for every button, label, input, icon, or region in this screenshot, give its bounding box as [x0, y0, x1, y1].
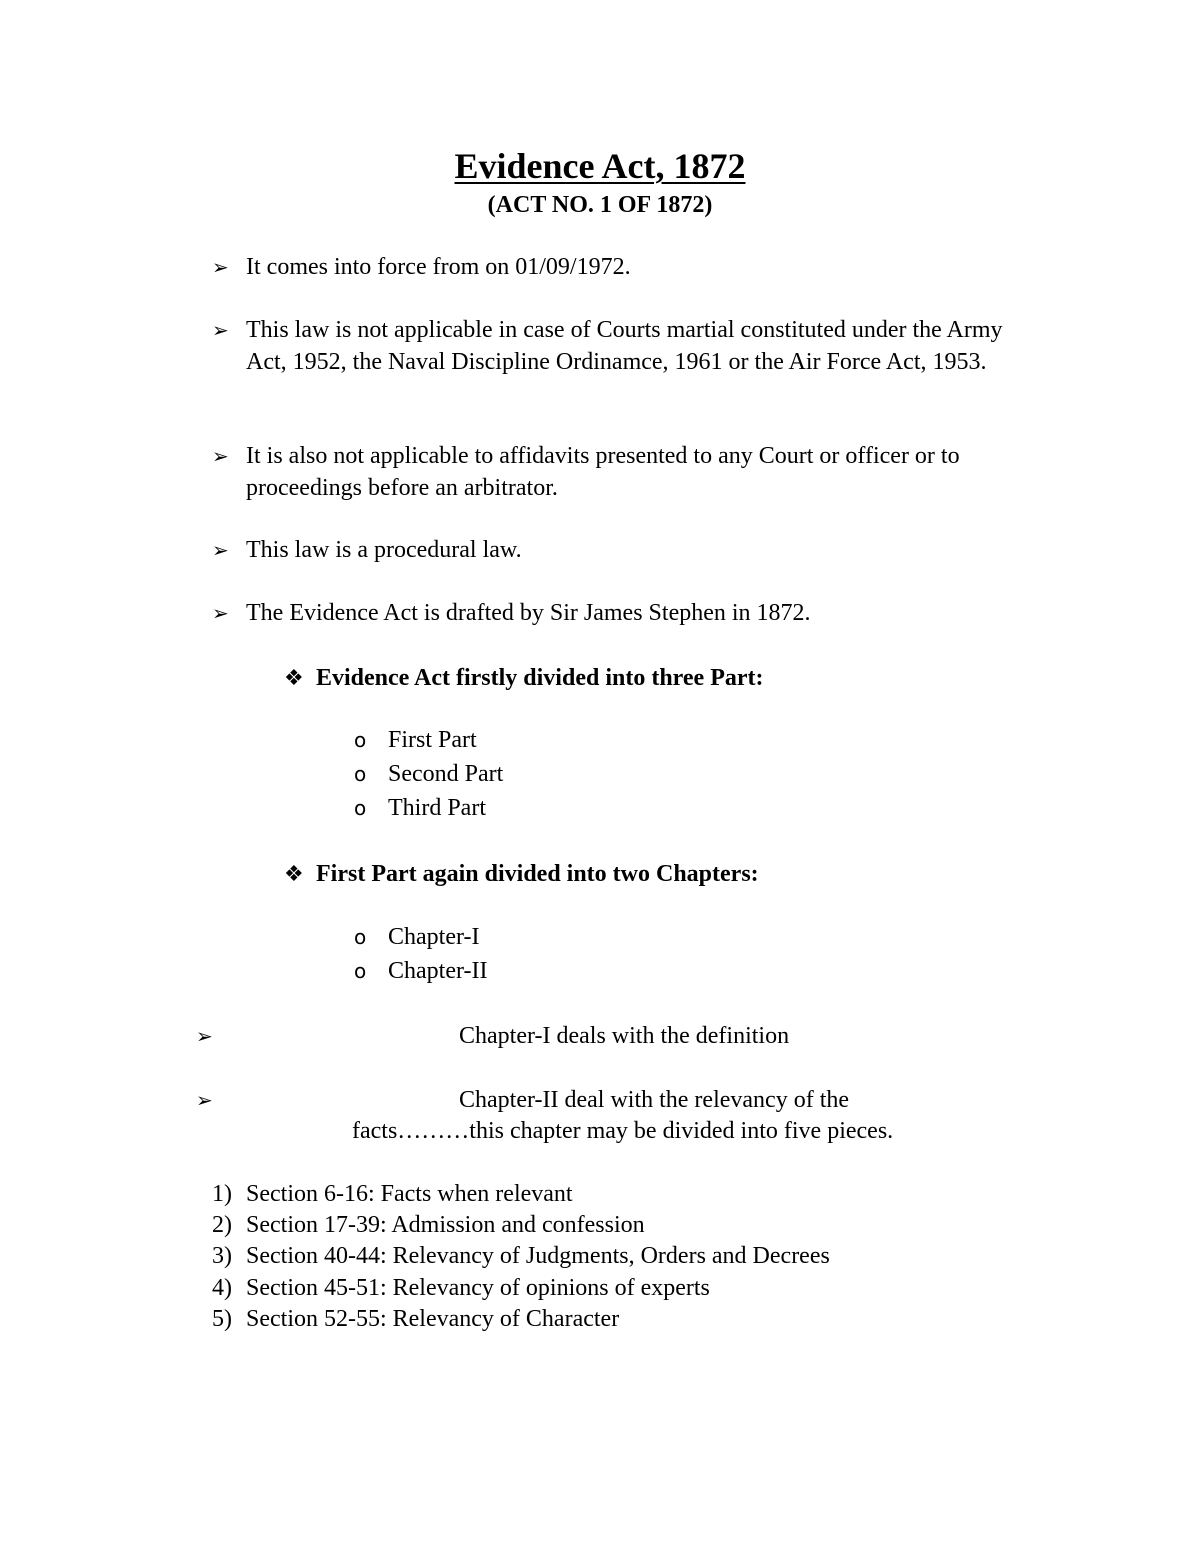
chapter2-note-line1: Chapter-II deal with the relevancy of the [459, 1087, 850, 1113]
section-number: 5) [212, 1306, 232, 1332]
bullet-text: This law is not applicable in case of Courts martial constituted under the Army Act, 1952, the Naval Discipline Ordinamce, 1961 or the Air Force Act, 1953. [246, 317, 1003, 375]
part-label: First Part [388, 727, 477, 753]
section-number: 1) [212, 1181, 232, 1207]
section-number: 4) [212, 1275, 232, 1301]
diamond-bullet-icon: ❖ [284, 862, 304, 887]
bullet-item [212, 598, 1032, 630]
bullet-item [212, 252, 1032, 284]
arrow-bullet-icon: ➢ [212, 601, 229, 625]
section-text: Section 17-39: Admission and confession [246, 1212, 645, 1238]
bullet-text: This law is a procedural law. [246, 537, 522, 563]
section-item [212, 1304, 619, 1336]
parts-heading [284, 662, 764, 695]
circle-bullet-icon: o [354, 925, 367, 949]
diamond-bullet-icon: ❖ [284, 666, 304, 691]
arrow-bullet-icon: ➢ [212, 538, 229, 562]
circle-bullet-icon: o [354, 959, 367, 983]
list-item [354, 723, 477, 757]
section-item [212, 1179, 573, 1211]
circle-bullet-icon: o [354, 762, 367, 786]
bullet-text: It comes into force from on 01/09/1972. [246, 254, 631, 280]
chapter1-note: Chapter-I deals with the definition [459, 1023, 790, 1049]
chapters-heading-text: First Part again divided into two Chapters: [316, 861, 759, 887]
section-number: 2) [212, 1212, 232, 1238]
chapter1-note-arrow [196, 1021, 230, 1053]
arrow-bullet-icon: ➢ [212, 255, 229, 279]
list-item [354, 791, 486, 825]
parts-heading-text: Evidence Act firstly divided into three Part: [316, 665, 764, 691]
bullet-text: It is also not applicable to affidavits presented to any Court or officer or to proceedings before an arbitrator. [246, 443, 960, 501]
bullet-item [212, 315, 1032, 378]
arrow-bullet-icon: ➢ [196, 1024, 213, 1048]
arrow-bullet-icon: ➢ [212, 318, 229, 342]
section-text: Section 52-55: Relevancy of Character [246, 1306, 620, 1332]
bullet-text: The Evidence Act is drafted by Sir James Stephen in 1872. [246, 600, 811, 626]
document-title: Evidence Act, 1872 [454, 146, 746, 186]
circle-bullet-icon: o [354, 796, 367, 820]
circle-bullet-icon: o [354, 728, 367, 752]
chapter2-note-line2: facts………this chapter may be divided into five pieces. [352, 1118, 894, 1144]
section-text: Section 40-44: Relevancy of Judgments, Orders and Decrees [246, 1243, 830, 1269]
arrow-bullet-icon: ➢ [196, 1088, 213, 1112]
bullet-item [212, 535, 1032, 567]
section-number: 3) [212, 1243, 232, 1269]
arrow-bullet-icon: ➢ [212, 444, 229, 468]
list-item [354, 757, 503, 791]
bullet-item [212, 441, 1032, 504]
list-item [354, 954, 487, 988]
chapter-label: Chapter-I [388, 924, 480, 950]
section-text: Section 45-51: Relevancy of opinions of experts [246, 1275, 710, 1301]
section-item [212, 1273, 710, 1305]
part-label: Second Part [388, 761, 504, 787]
part-label: Third Part [388, 795, 486, 821]
section-text: Section 6-16: Facts when relevant [246, 1181, 573, 1207]
chapters-heading [284, 858, 759, 891]
list-item [354, 920, 479, 954]
section-item [212, 1241, 830, 1273]
chapter2-note-arrow [196, 1085, 230, 1117]
document-subtitle: (ACT NO. 1 OF 1872) [487, 192, 713, 218]
chapter-label: Chapter-II [388, 958, 488, 984]
section-item [212, 1210, 645, 1242]
